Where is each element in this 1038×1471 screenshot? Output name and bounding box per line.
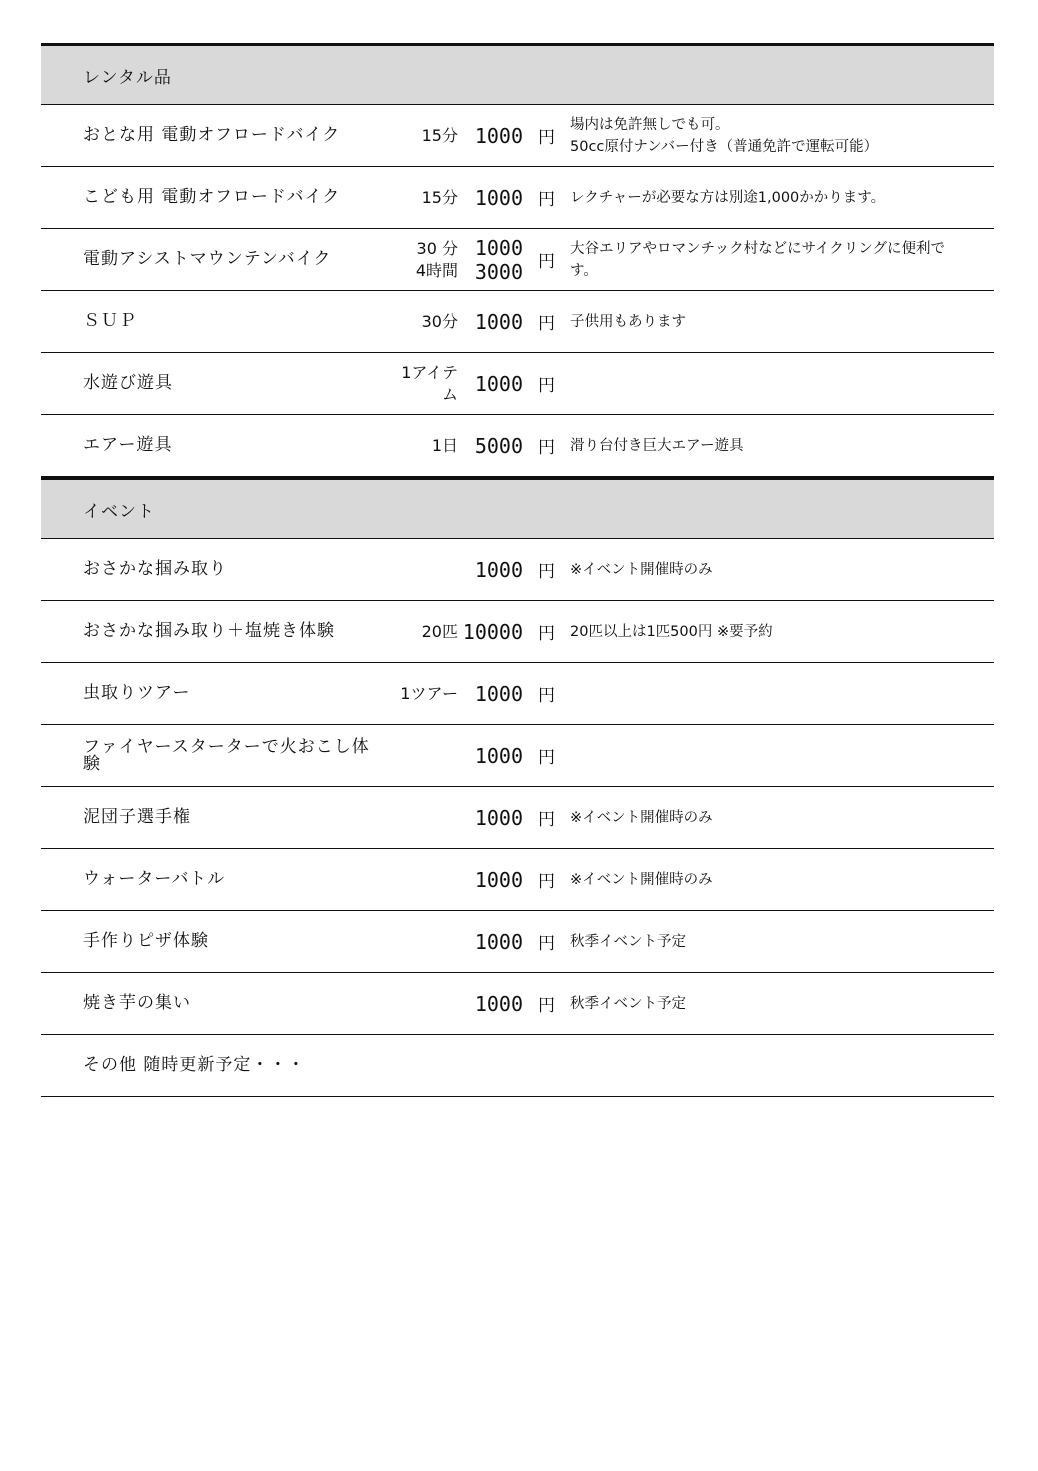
item-price xyxy=(453,682,523,706)
yen-unit: 円 xyxy=(538,376,555,396)
note-line: 子供用もあります xyxy=(570,313,686,330)
item-price xyxy=(453,124,523,148)
price-line: 1000 xyxy=(474,235,523,260)
price-row xyxy=(41,539,994,601)
price-row xyxy=(41,973,994,1035)
yen-unit: 円 xyxy=(538,190,555,210)
price-line: 1000 xyxy=(474,991,523,1016)
note-line: レクチャーが必要な方は別途1,000かかります。 xyxy=(570,189,886,206)
price-line: 5000 xyxy=(474,433,523,458)
item-name: おさかな掴み取り＋塩焼き体験 xyxy=(83,621,335,641)
quantity-line: 1日 xyxy=(431,435,458,455)
item-price xyxy=(453,744,523,768)
item-name: 手作りピザ体験 xyxy=(83,931,209,951)
note-line: 大谷エリアやロマンチック村などにサイクリングに便利で xyxy=(570,240,945,257)
item-name: エアー遊具 xyxy=(83,435,173,455)
price-line: 1000 xyxy=(474,123,523,148)
quantity-line: 15分 xyxy=(421,187,458,207)
price-line: 1000 xyxy=(474,743,523,768)
price-line: 1000 xyxy=(474,185,523,210)
yen-unit: 円 xyxy=(538,314,555,334)
item-quantity xyxy=(358,311,458,333)
item-note xyxy=(570,187,990,209)
yen-unit: 円 xyxy=(538,128,555,148)
note-line: 場内は免許無しでも可。 xyxy=(570,116,730,133)
item-note xyxy=(570,807,990,829)
price-line: 1000 xyxy=(474,929,523,954)
yen-unit: 円 xyxy=(538,872,555,892)
price-line: 10000 xyxy=(462,619,523,644)
item-note xyxy=(570,869,990,891)
note-line: 50cc原付ナンバー付き（普通免許で運転可能） xyxy=(570,138,879,155)
yen-unit: 円 xyxy=(538,996,555,1016)
section-title: レンタル品 xyxy=(83,67,172,88)
item-note xyxy=(570,114,990,158)
quantity-line: 15分 xyxy=(421,125,458,145)
section-title: イベント xyxy=(83,501,155,522)
price-line: 1000 xyxy=(474,557,523,582)
note-line: ※イベント開催時のみ xyxy=(570,809,713,826)
item-name: 焼き芋の集い xyxy=(83,993,191,1013)
item-name: その他 随時更新予定・・・ xyxy=(83,1055,306,1075)
item-price xyxy=(453,930,523,954)
quantity-line: 1アイテ xyxy=(401,362,458,382)
note-line: 20匹以上は1匹500円 ※要予約 xyxy=(570,623,773,640)
quantity-line: 30分 xyxy=(421,311,458,331)
item-note xyxy=(570,435,990,457)
price-line: 3000 xyxy=(474,259,523,284)
quantity-line: 4時間 xyxy=(415,260,458,280)
quantity-line: 20匹 xyxy=(421,621,458,641)
yen-unit: 円 xyxy=(538,934,555,954)
item-price xyxy=(453,434,523,458)
price-row xyxy=(41,167,994,229)
item-price xyxy=(453,558,523,582)
item-name: ウォーターバトル xyxy=(83,869,226,889)
price-row xyxy=(41,105,994,167)
price-line: 1000 xyxy=(474,309,523,334)
yen-unit: 円 xyxy=(538,252,555,272)
yen-unit: 円 xyxy=(538,686,555,706)
item-quantity xyxy=(358,683,458,705)
item-name: 電動アシストマウンテンバイク xyxy=(83,249,332,269)
item-name: こども用 電動オフロードバイク xyxy=(83,187,341,207)
item-note xyxy=(570,238,990,282)
price-line: 1000 xyxy=(474,867,523,892)
price-row xyxy=(41,849,994,911)
section-header xyxy=(41,477,994,539)
price-row xyxy=(41,911,994,973)
note-line: ※イベント開催時のみ xyxy=(570,561,713,578)
quantity-line: 1ツアー xyxy=(400,683,458,703)
item-price xyxy=(453,806,523,830)
note-line: 滑り台付き巨大エアー遊具 xyxy=(570,437,744,454)
price-list xyxy=(41,43,994,1097)
note-line: す。 xyxy=(570,262,598,279)
yen-unit: 円 xyxy=(538,562,555,582)
item-note xyxy=(570,931,990,953)
price-row xyxy=(41,601,994,663)
item-name: おさかな掴み取り xyxy=(83,559,227,579)
note-line: 秋季イベント予定 xyxy=(570,933,686,950)
item-name: 泥団子選手権 xyxy=(83,807,191,827)
item-name: 虫取りツアー xyxy=(83,683,191,703)
item-price xyxy=(453,868,523,892)
item-quantity xyxy=(358,125,458,147)
item-name: おとな用 電動オフロードバイク xyxy=(83,125,341,145)
price-row xyxy=(41,663,994,725)
item-quantity xyxy=(358,238,458,282)
item-name: ファイヤースターターで火おこし体験 xyxy=(83,736,370,774)
price-line: 1000 xyxy=(474,681,523,706)
quantity-line: 30 分 xyxy=(416,238,458,258)
item-note xyxy=(570,311,990,333)
section-header xyxy=(41,43,994,105)
item-note xyxy=(570,559,990,581)
price-row xyxy=(41,229,994,291)
price-row xyxy=(41,725,994,787)
item-price xyxy=(453,186,523,210)
note-line: 秋季イベント予定 xyxy=(570,995,686,1012)
item-note xyxy=(570,993,990,1015)
item-quantity xyxy=(358,435,458,457)
item-price xyxy=(453,992,523,1016)
price-row xyxy=(41,787,994,849)
item-quantity xyxy=(358,362,458,406)
item-quantity xyxy=(358,187,458,209)
item-name: 水遊び遊具 xyxy=(83,373,173,393)
yen-unit: 円 xyxy=(538,810,555,830)
quantity-line: ム xyxy=(441,384,458,404)
price-line: 1000 xyxy=(474,371,523,396)
price-row xyxy=(41,291,994,353)
yen-unit: 円 xyxy=(538,748,555,768)
item-price xyxy=(453,236,523,284)
yen-unit: 円 xyxy=(538,624,555,644)
item-price xyxy=(453,620,523,644)
price-line: 1000 xyxy=(474,805,523,830)
item-price xyxy=(453,310,523,334)
note-line: ※イベント開催時のみ xyxy=(570,871,713,888)
item-quantity xyxy=(358,621,458,643)
price-row xyxy=(41,1035,994,1097)
price-row xyxy=(41,415,994,477)
yen-unit: 円 xyxy=(538,438,555,458)
item-note xyxy=(570,621,990,643)
price-row xyxy=(41,353,994,415)
item-name: ＳＵＰ xyxy=(83,311,137,331)
item-price xyxy=(453,372,523,396)
